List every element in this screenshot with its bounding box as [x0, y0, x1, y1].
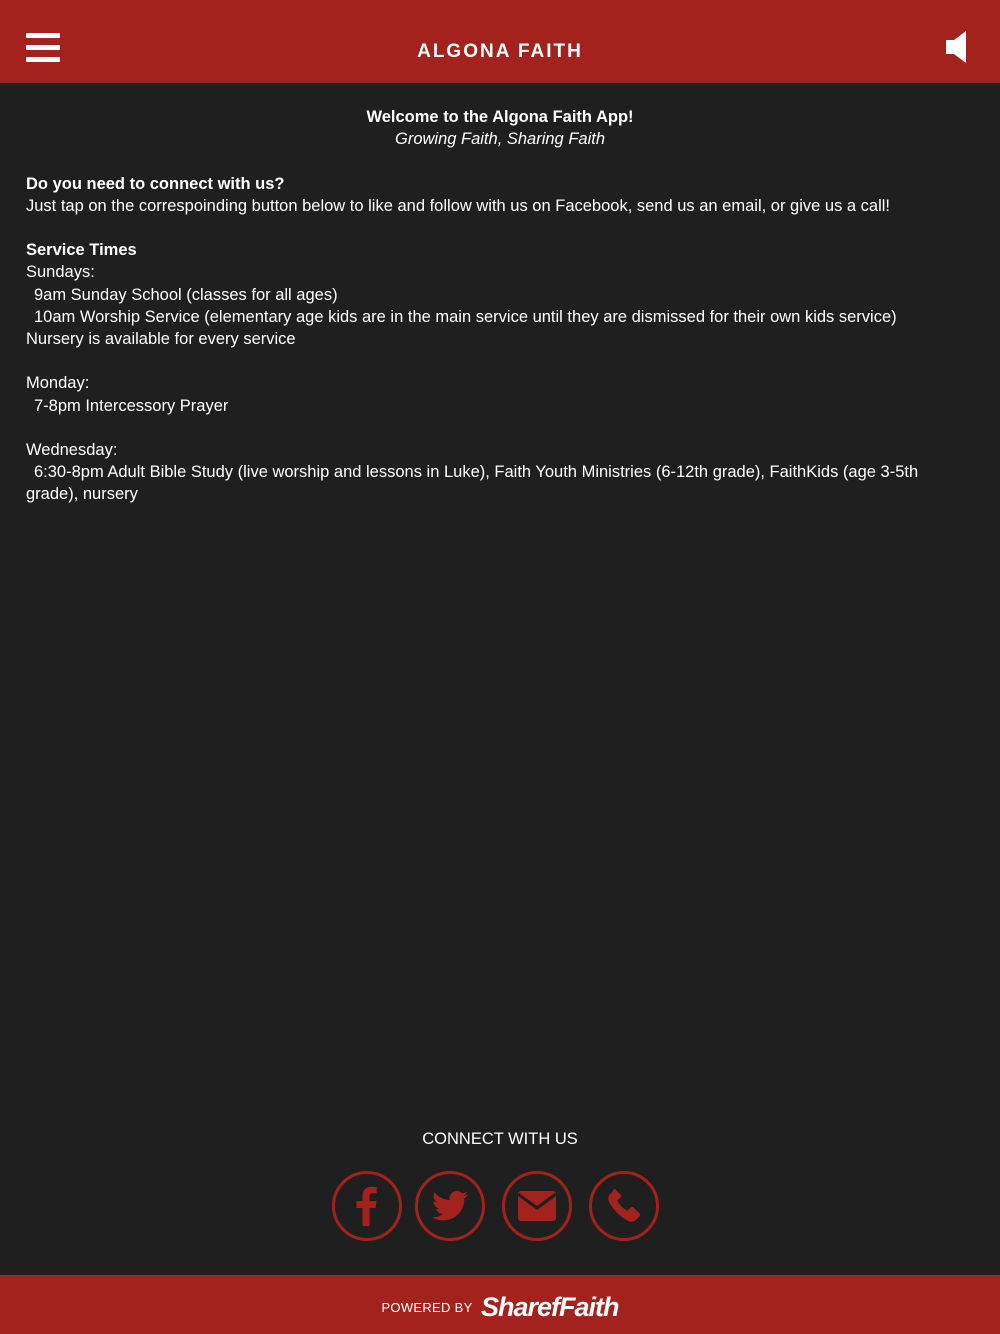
sharefaith-logo: SharefFaith	[481, 1292, 619, 1322]
facebook-icon	[335, 1174, 399, 1238]
audio-button[interactable]	[944, 29, 970, 65]
monday-label: Monday:	[26, 374, 90, 393]
top-bar	[0, 0, 1000, 83]
nursery-line: Nursery is available for every service	[26, 330, 296, 348]
monday-prayer-line: 7-8pm Intercessory Prayer	[34, 396, 229, 415]
wednesday-line	[26, 461, 974, 505]
wednesday-label: Wednesday:	[26, 440, 118, 459]
welcome-content	[26, 106, 974, 506]
wednesday-line-text: 6:30-8pm Adult Bible Study (live worship and lessons in Luke), Faith Youth Ministries (6-12th grade), FaithKids (age 3-5th grade), nursery	[26, 463, 919, 504]
powered-by-label: POWERED BY	[381, 1300, 473, 1315]
tagline: Growing Faith, Sharing Faith	[394, 130, 605, 149]
worship-service-line: 10am Worship Service (elementary age kids are in the main service until they are dismissed for their own kids service)	[34, 307, 897, 326]
connect-with-us-label: CONNECT WITH US	[422, 1130, 578, 1148]
hamburger-menu-icon	[26, 33, 60, 38]
facebook-button[interactable]	[332, 1171, 402, 1241]
twitter-icon	[418, 1174, 482, 1238]
email-button[interactable]	[502, 1171, 572, 1241]
powered-by-link[interactable]	[0, 1292, 1000, 1323]
email-icon	[505, 1174, 569, 1238]
phone-icon	[592, 1174, 656, 1238]
sunday-school-line: 9am Sunday School (classes for all ages)	[34, 285, 338, 304]
footer-bar	[0, 1275, 1000, 1334]
app-title: ALGONA FAITH	[417, 41, 583, 62]
speaker-icon	[944, 29, 970, 65]
phone-button[interactable]	[589, 1171, 659, 1241]
connect-heading: Do you need to connect with us?	[26, 174, 285, 193]
service-times-heading: Service Times	[26, 241, 137, 260]
twitter-button[interactable]	[415, 1171, 485, 1241]
welcome-title: Welcome to the Algona Faith App!	[366, 108, 634, 126]
connect-text: Just tap on the correspoinding button below to like and follow with us on Facebook, send us an email, or give us a call!	[26, 196, 891, 215]
sundays-label: Sundays:	[26, 263, 95, 282]
